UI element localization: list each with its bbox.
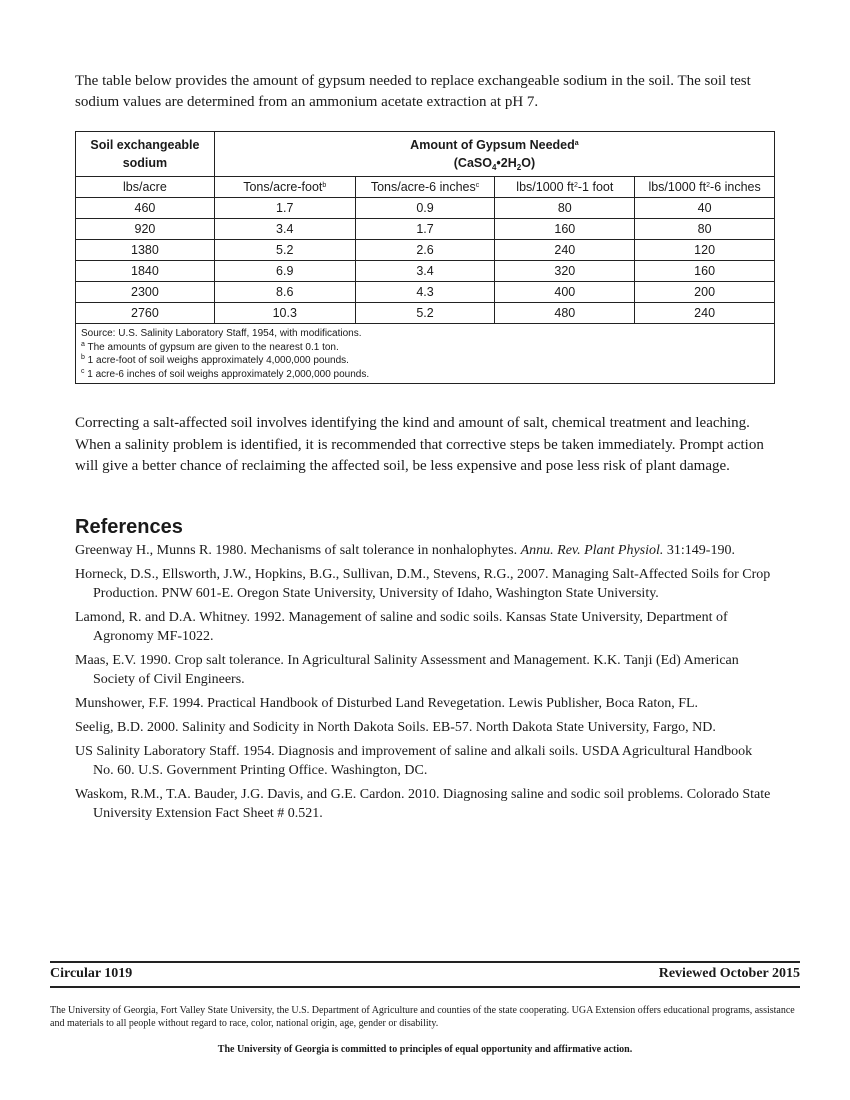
table-row — [76, 240, 775, 261]
reference-item: Maas, E.V. 1990. Crop salt tolerance. In Agricultural Salinity Assessment and Management. K.K. Tanji (Ed) American Society of Civil Engineers. — [75, 653, 739, 687]
footer-eeo-statement: The University of Georgia is committed to principles of equal opportunity and affirmative action. — [217, 1044, 633, 1055]
table-cell: 1380 — [76, 240, 215, 261]
table-row — [76, 198, 775, 219]
table-cell: 920 — [76, 219, 215, 240]
table-cell: 460 — [76, 198, 215, 219]
table-cell: 1840 — [76, 261, 215, 282]
table-cell: 3.4 — [355, 261, 495, 282]
table-cell: 8.6 — [214, 282, 355, 303]
table-source: Source: U.S. Salinity Laboratory Staff, 1954, with modifications. — [81, 328, 362, 339]
header-gypsum-needed — [214, 132, 774, 177]
reference-item: Lamond, R. and D.A. Whitney. 1992. Management of saline and sodic soils. Kansas State University, Department of Agronomy MF-1022. — [75, 610, 728, 644]
references-list — [75, 541, 775, 828]
footnote-marker: a — [574, 140, 579, 147]
reference-item: Munshower, F.F. 1994. Practical Handbook of Disturbed Land Revegetation. Lewis Publisher, Boca Raton, FL. — [75, 696, 699, 711]
table-cell: 1.7 — [355, 219, 495, 240]
gypsum-table — [75, 131, 775, 384]
footer-disclaimer: The University of Georgia, Fort Valley State University, the U.S. Department of Agriculture and counties of the state cooperating. UGA Extension offers educational programs, assistance and materials to all people without regard to race, color, national origin, age, gender or disability. — [50, 1005, 795, 1029]
unit-header-3: lbs/1000 $ft^2-1$ foot — [495, 177, 635, 198]
table-row — [76, 282, 775, 303]
table-footnote: $^a$ The amounts of gypsum are given to the nearest 0.1 ton. — [81, 340, 339, 353]
table-cell: 80 — [635, 219, 775, 240]
references-heading: References — [75, 516, 183, 538]
header-left-line1: Soil exchangeable — [90, 138, 200, 152]
table-cell: 1.7 — [214, 198, 355, 219]
reference-item: Seelig, B.D. 2000. Salinity and Sodicity in North Dakota Soils. EB-57. North Dakota State University, Fargo, ND. — [75, 720, 716, 735]
gypsum-formula: $(CaSO_4•2H_2O)$ — [453, 156, 536, 172]
table-cell: 3.4 — [214, 219, 355, 240]
table-row — [76, 261, 775, 282]
table-cell: 6.9 — [214, 261, 355, 282]
units-row — [76, 177, 775, 198]
unit-header-0: lbs/acre — [76, 177, 215, 198]
reference-item: Waskom, R.M., T.A. Bauder, J.G. Davis, and G.E. Cardon. 2010. Diagnosing saline and sodic soil problems. Colorado State University Extension Fact Sheet # 0.521. — [75, 787, 771, 821]
header-left-line2: sodium — [122, 156, 168, 170]
table-cell: 40 — [635, 198, 775, 219]
table-cell: 240 — [635, 303, 775, 324]
table-notes — [76, 324, 775, 384]
table-row — [76, 219, 775, 240]
table-cell: 5.2 — [355, 303, 495, 324]
table-cell: 200 — [635, 282, 775, 303]
intro-paragraph: The table below provides the amount of gypsum needed to replace exchangeable sodium in the soil. The soil test sodium values are determined from an ammonium acetate extraction at pH 7. — [75, 73, 751, 110]
unit-header-1: Tons/acre-foot$^b$ — [214, 177, 355, 198]
table-cell: 80 — [495, 198, 635, 219]
table-cell: 240 — [495, 240, 635, 261]
table-footnote: $^c$ 1 acre-6 inches of soil weighs approximately 2,000,000 pounds. — [81, 367, 370, 380]
table-cell: 0.9 — [355, 198, 495, 219]
correction-paragraph: Correcting a salt-affected soil involves identifying the kind and amount of salt, chemical treatment and leaching. When a salinity problem is identified, it is recommended that corrective steps be taken immediately. Prompt action will give a better chance of reclaiming the affected soil, be less expensive and pose less risk of plant damage. — [75, 415, 764, 474]
reviewed-date: Reviewed October 2015 — [658, 966, 800, 981]
table-cell: 160 — [635, 261, 775, 282]
table-row — [76, 303, 775, 324]
table-cell: 10.3 — [214, 303, 355, 324]
table-cell: 160 — [495, 219, 635, 240]
reference-item: Greenway H., Munns R. 1980. Mechanisms of salt tolerance in nonhalophytes. Annu. Rev. Plant Physiol. 31:149-190. — [75, 543, 735, 558]
unit-header-2: Tons/acre-6 inches$^c$ — [355, 177, 495, 198]
footer-divider-top — [50, 961, 800, 963]
table-cell: 2.6 — [355, 240, 495, 261]
table-cell: 2300 — [76, 282, 215, 303]
table-cell: 480 — [495, 303, 635, 324]
reference-item: US Salinity Laboratory Staff. 1954. Diagnosis and improvement of saline and alkali soils. USDA Agricultural Handbook No. 60. U.S. Government Printing Office. Washington, DC. — [75, 744, 753, 778]
unit-header-4: lbs/1000 $ft^2-6$ inches — [635, 177, 775, 198]
header-gypsum-title: Amount of Gypsum Needed — [410, 138, 575, 152]
table-cell: 320 — [495, 261, 635, 282]
table-cell: 5.2 — [214, 240, 355, 261]
table-cell: 400 — [495, 282, 635, 303]
reference-item: Horneck, D.S., Ellsworth, J.W., Hopkins, B.G., Sullivan, D.M., Stevens, R.G., 2007. Managing Salt-Affected Soils for Crop Production. PNW 601-E. Oregon State University, University of Idaho, Washington State University. — [75, 567, 771, 601]
table-cell: 4.3 — [355, 282, 495, 303]
footer-divider-bottom — [50, 986, 800, 988]
circular-number: Circular 1019 — [50, 966, 133, 981]
table-footnote: $^b$ 1 acre-foot of soil weighs approximately 4,000,000 pounds. — [81, 354, 349, 366]
table-cell: 2760 — [76, 303, 215, 324]
header-soil-sodium — [76, 132, 215, 177]
table-cell: 120 — [635, 240, 775, 261]
